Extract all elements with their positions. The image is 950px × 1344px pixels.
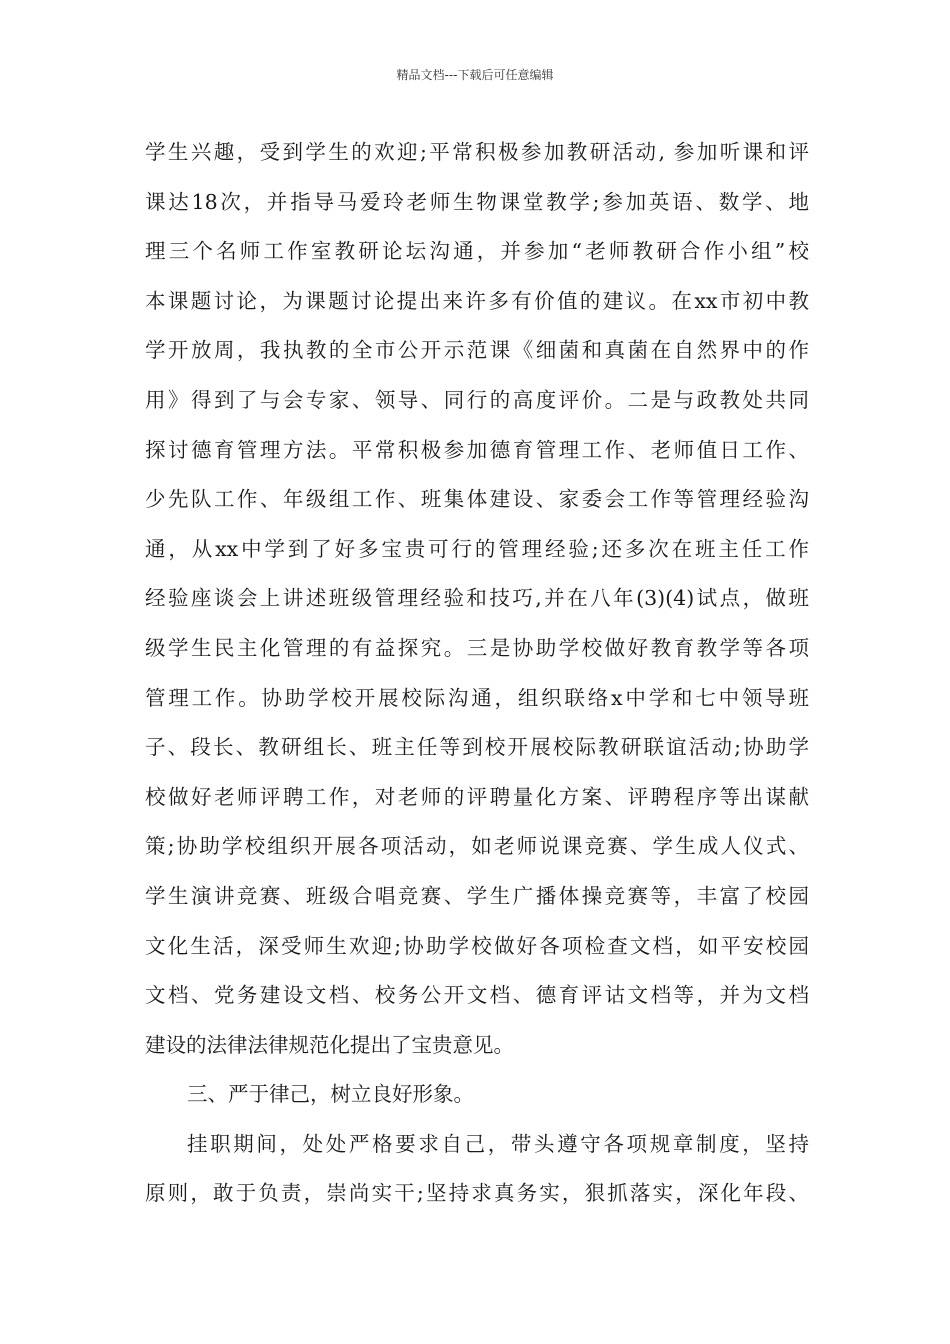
text-line-8: 少先队工作、年级组工作、班集体建设、家委会工作等管理经验沟 <box>145 487 809 512</box>
section-text-line-1: 挂职期间，处处严格要求自己，带头遵守各项规章制度，坚持 <box>187 1131 809 1156</box>
text-line-2: 课达18次，并指导马爱玲老师生物课堂教学;参加英语、数学、地 <box>145 189 809 214</box>
text-line-5: 学开放周，我执教的全市公开示范课《细菌和真菌在自然界中的作 <box>145 338 809 363</box>
text-line-1: 学生兴趣，受到学生的欢迎;平常积极参加教研活动, 参加听课和评 <box>145 140 809 164</box>
section-text-line-2: 原则，敢于负责，崇尚实干;坚持求真务实，狠抓落实，深化年段、 <box>145 1181 809 1206</box>
text-line-11: 级学生民主化管理的有益探究。三是协助学校做好教育教学等各项 <box>145 635 809 660</box>
text-line-17: 文化生活，深受师生欢迎;协助学校做好各项检查文档，如平安校园 <box>145 933 809 958</box>
text-line-15: 策;协助学校组织开展各项活动，如老师说课竞赛、学生成人仪式、 <box>145 834 809 859</box>
document-body <box>145 128 809 1219</box>
text-line-9: 通，从xx中学到了好多宝贵可行的管理经验;还多次在班主任工作 <box>145 536 809 561</box>
text-line-13: 子、段长、教研组长、班主任等到校开展校际教研联谊活动;协助学 <box>145 735 809 760</box>
text-line-18: 文档、党务建设文档、校务公开文档、德育评诂文档等，并为文档 <box>145 983 809 1008</box>
text-line-7: 探讨德育管理方法。平常积极参加德育管理工作、老师值日工作、 <box>145 437 809 462</box>
text-line-12: 管理工作。协助学校开展校际沟通，组织联络x中学和七中领导班 <box>145 685 809 710</box>
text-line-10: 经验座谈会上讲述班级管理经验和技巧,并在八年(3)(4)试点，做班 <box>145 586 809 611</box>
text-line-14: 校做好老师评聘工作，对老师的评聘量化方案、评聘程序等出谋献 <box>145 784 809 809</box>
text-line-6: 用》得到了与会专家、领导、同行的高度评价。二是与政教处共同 <box>145 387 809 412</box>
text-line-19: 建设的法律法律规范化提出了宝贵意见。 <box>145 1032 514 1057</box>
page-header: 精品文档---下载后可任意编辑 <box>396 68 554 82</box>
text-line-16: 学生演讲竞赛、班级合唱竞赛、学生广播体操竞赛等，丰富了校园 <box>145 883 809 908</box>
text-line-3: 理三个名师工作室教研论坛沟通，并参加“老师教研合作小组”校 <box>145 239 809 264</box>
section-heading: 三、严于律己，树立良好形象。 <box>187 1082 474 1107</box>
text-line-4: 本课题讨论，为课题讨论提出来许多有价值的建议。在xx市初中教 <box>145 288 809 313</box>
